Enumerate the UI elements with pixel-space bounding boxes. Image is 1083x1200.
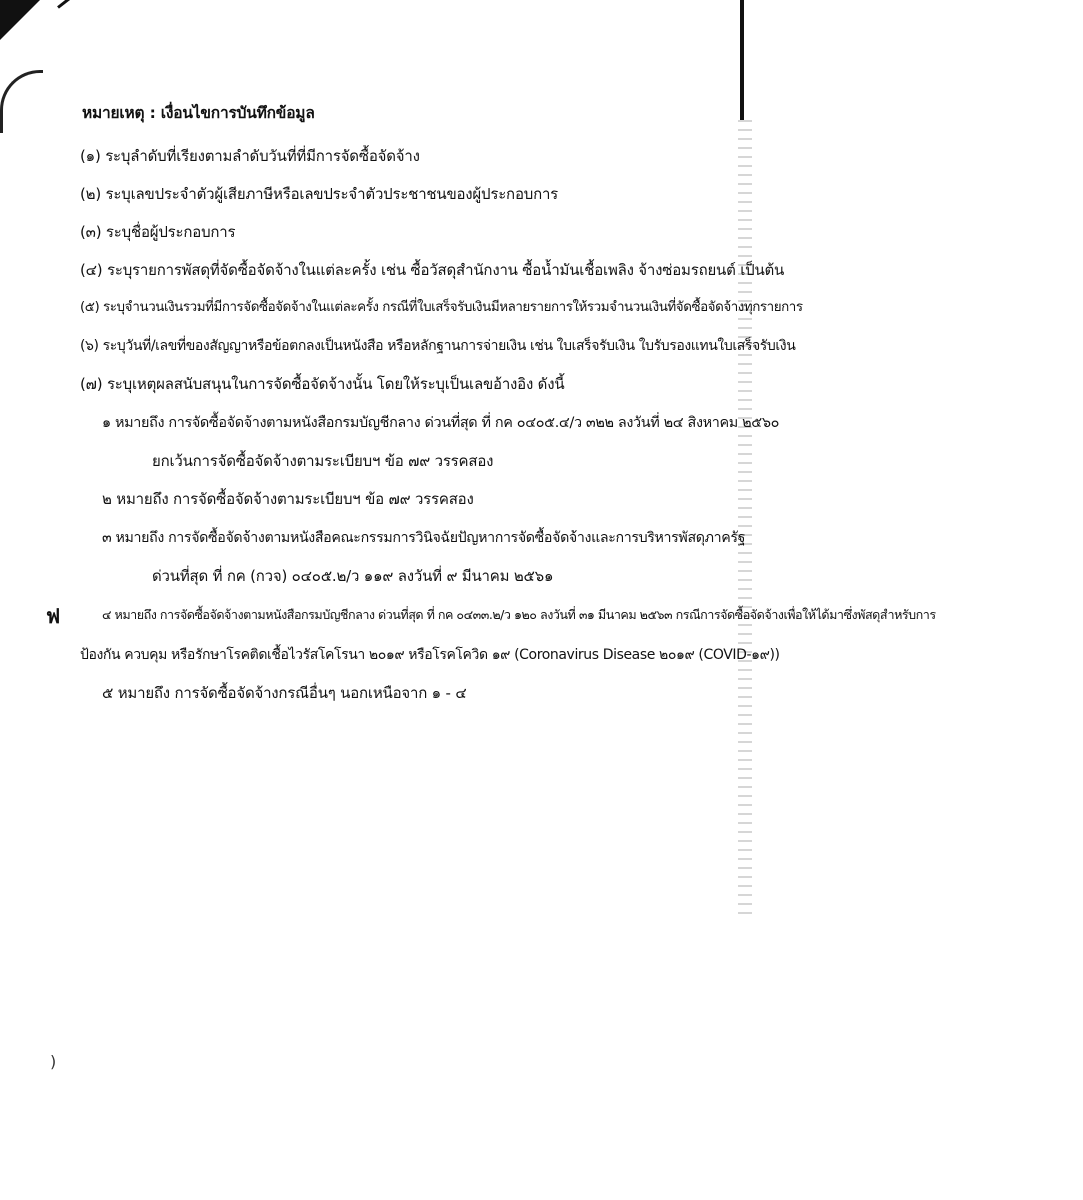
reason-2: ๒ หมายถึง การจัดซื้อจัดจ้างตามระเบียบฯ ข้อ ๗๙ วรรคสอง — [102, 490, 474, 508]
scan-binding-edge — [740, 0, 744, 120]
scan-binding-noise — [738, 120, 752, 920]
note-item-5: (๕) ระบุจำนวนเงินรวมที่มีการจัดซื้อจัดจ้างในแต่ละครั้ง กรณีที่ใบเสร็จรับเงินมีหลายรายการให้รวมจำนวนเงินที่จัดซื้อจัดจ้างทุกรายการ — [80, 300, 803, 315]
note-item-1: (๑) ระบุลำดับที่เรียงตามลำดับวันที่ที่มีการจัดซื้อจัดจ้าง — [80, 147, 420, 165]
reason-1-line-1: ๑ หมายถึง การจัดซื้อจัดจ้างตามหนังสือกรมบัญชีกลาง ด่วนที่สุด ที่ กค ๐๔๐๕.๔/ว ๓๒๒ ลงวันที่ ๒๔ สิงหาคม ๒๕๖๐ — [102, 415, 780, 431]
reason-4-line-2: ป้องกัน ควบคุม หรือรักษาโรคติดเชื้อไวรัสโคโรนา ๒๐๑๙ หรือโรคโควิด ๑๙ (Coronavirus Disease ๒๐๑๙ (COVID-๑๙)) — [80, 647, 780, 663]
note-item-7: (๗) ระบุเหตุผลสนับสนุนในการจัดซื้อจัดจ้างนั้น โดยให้ระบุเป็นเลขอ้างอิง ดังนี้ — [80, 375, 565, 393]
reason-3-line-2: ด่วนที่สุด ที่ กค (กวจ) ๐๔๐๕.๒/ว ๑๑๙ ลงวันที่ ๙ มีนาคม ๒๕๖๑ — [152, 567, 554, 585]
note-item-3: (๓) ระบุชื่อผู้ประกอบการ — [80, 223, 236, 241]
scan-edge-artifact — [0, 70, 43, 133]
note-item-6: (๖) ระบุวันที่/เลขที่ของสัญญาหรือข้อตกลงเป็นหนังสือ หรือหลักฐานการจ่ายเงิน เช่น ใบเสร็จรับเงิน ใบรับรองแทนใบเสร็จรับเงิน — [80, 338, 796, 354]
note-item-2: (๒) ระบุเลขประจำตัวผู้เสียภาษีหรือเลขประจำตัวประชาชนของผู้ประกอบการ — [80, 185, 559, 203]
notes-heading: หมายเหตุ : เงื่อนไขการบันทึกข้อมูล — [82, 104, 315, 122]
reason-3-line-1: ๓ หมายถึง การจัดซื้อจัดจ้างตามหนังสือคณะกรรมการวินิจฉัยปัญหาการจัดซื้อจัดจ้างและการบริหารพัสดุภาครัฐ — [102, 530, 746, 546]
margin-handwritten-mark: ฟ — [46, 604, 61, 628]
reason-1-line-2: ยกเว้นการจัดซื้อจัดจ้างตามระเบียบฯ ข้อ ๗๙ วรรคสอง — [152, 452, 494, 470]
reason-4-line-1: ๔ หมายถึง การจัดซื้อจัดจ้างตามหนังสือกรมบัญชีกลาง ด่วนที่สุด ที่ กค ๐๔๓๓.๒/ว ๑๒๐ ลงวันที่ ๓๑ มีนาคม ๒๕๖๓ กรณีการจัดซื้อจัดจ้างเพื่อให้ได้มาซึ่งพัสดุสำหรับการ — [102, 607, 936, 622]
scan-stroke-artifact — [57, 0, 100, 9]
margin-bottom-mark: ) — [50, 1052, 57, 1071]
reason-5: ๕ หมายถึง การจัดซื้อจัดจ้างกรณีอื่นๆ นอกเหนือจาก ๑ - ๔ — [102, 684, 467, 702]
scan-corner-artifact — [0, 0, 40, 40]
note-item-4: (๔) ระบุรายการพัสดุที่จัดซื้อจัดจ้างในแต่ละครั้ง เช่น ซื้อวัสดุสำนักงาน ซื้อน้ำมันเชื้อเพลิง จ้างซ่อมรถยนต์ เป็นต้น — [80, 261, 785, 279]
